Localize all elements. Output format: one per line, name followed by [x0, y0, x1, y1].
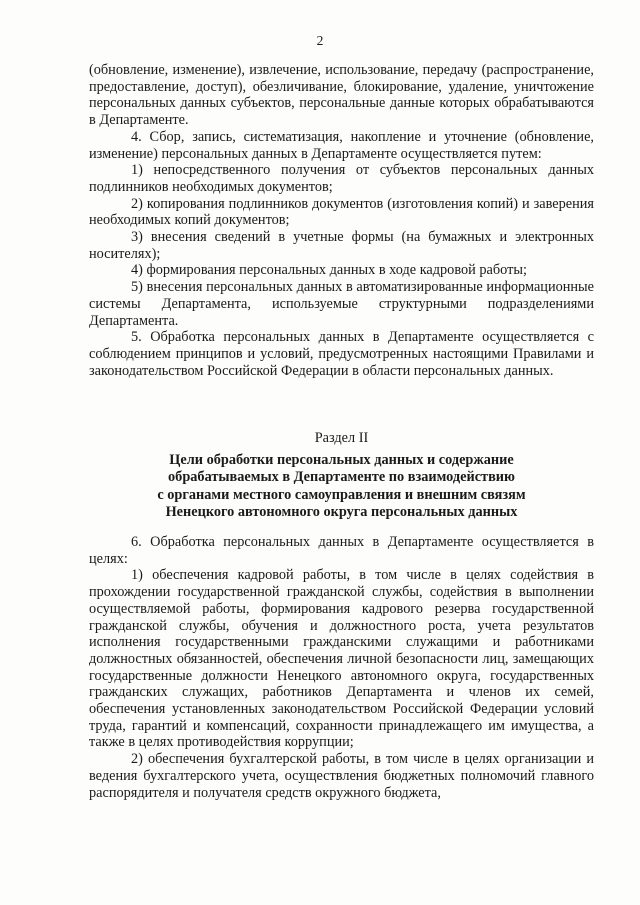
section-heading: [89, 430, 594, 522]
purpose-item-1: 1) обеспечения кадровой работы, в том числе в целях содействия в прохождении государственной гражданской службы, содействия в выполнении осуществляемой работы, формирования кадрового резерва государственной гражданской службы, обучения и должностного роста, учета результатов исполнения государственными гражданскими служащими и работниками должностных обязанностей, обеспечения личной безопасности лиц, замещающих государственные должности Ненецкого автономного округа, государственных гражданских служащих, работников Департамента и членов их семей, обеспечения установленных законодательством Российской Федерации условий труда, гарантий и компенсаций, сохранности принадлежащего им имущества, а также в целях противодействия коррупции;: [89, 567, 594, 751]
top-text-block: [89, 62, 594, 379]
list-item-4: 4) формирования персональных данных в ходе кадровой работы;: [131, 262, 527, 279]
paragraph-continuation: (обновление, изменение), извлечение, использование, передачу (распространение, предоставление, доступ), обезличивание, блокирование, удаление, уничтожение персональных данных субъектов, персональные данные которых обрабатываются в Департаменте.: [89, 62, 594, 129]
list-item-5: 5) внесения персональных данных в автоматизированные информационные системы Департамента, используемые структурными подразделениями Департамента.: [89, 279, 594, 329]
list-item-2: 2) копирования подлинников документов (изготовления копий) и заверения необходимых копий документов;: [89, 195, 594, 229]
section-label: Раздел II: [314, 430, 369, 446]
bottom-text-block: [89, 534, 594, 801]
paragraph-item-6: 6. Обработка персональных данных в Департаменте осуществляется в целях:: [89, 534, 594, 567]
section-title-line: Цели обработки персональных данных и содержание: [169, 451, 514, 468]
section-title-line: обрабатываемых в Департаменте по взаимодействию: [168, 469, 515, 485]
paragraph-item-5: 5. Обработка персональных данных в Департаменте осуществляется с соблюдением принципов и условий, предусмотренных настоящими Правилами и законодательством Российской Федерации в области персональных данных.: [89, 329, 594, 379]
paragraph-item-4: 4. Сбор, запись, систематизация, накопление и уточнение (обновление, изменение) персональных данных в Департаменте осуществляется путем:: [89, 128, 594, 162]
purpose-item-2: 2) обеспечения бухгалтерской работы, в том числе в целях организации и ведения бухгалтерского учета, осуществления бюджетных полномочий главного распорядителя и получателя средств окружного бюджета,: [89, 751, 594, 801]
page-number: 2: [316, 33, 324, 48]
list-item-1: 1) непосредственного получения от субъектов персональных данных подлинников необходимых документов;: [89, 162, 594, 195]
list-item-3: 3) внесения сведений в учетные формы (на бумажных и электронных носителях);: [89, 229, 594, 262]
section-title-line: Ненецкого автономного округа персональных данных: [165, 504, 518, 520]
section-title-line: с органами местного самоуправления и внешним связям: [157, 486, 526, 503]
